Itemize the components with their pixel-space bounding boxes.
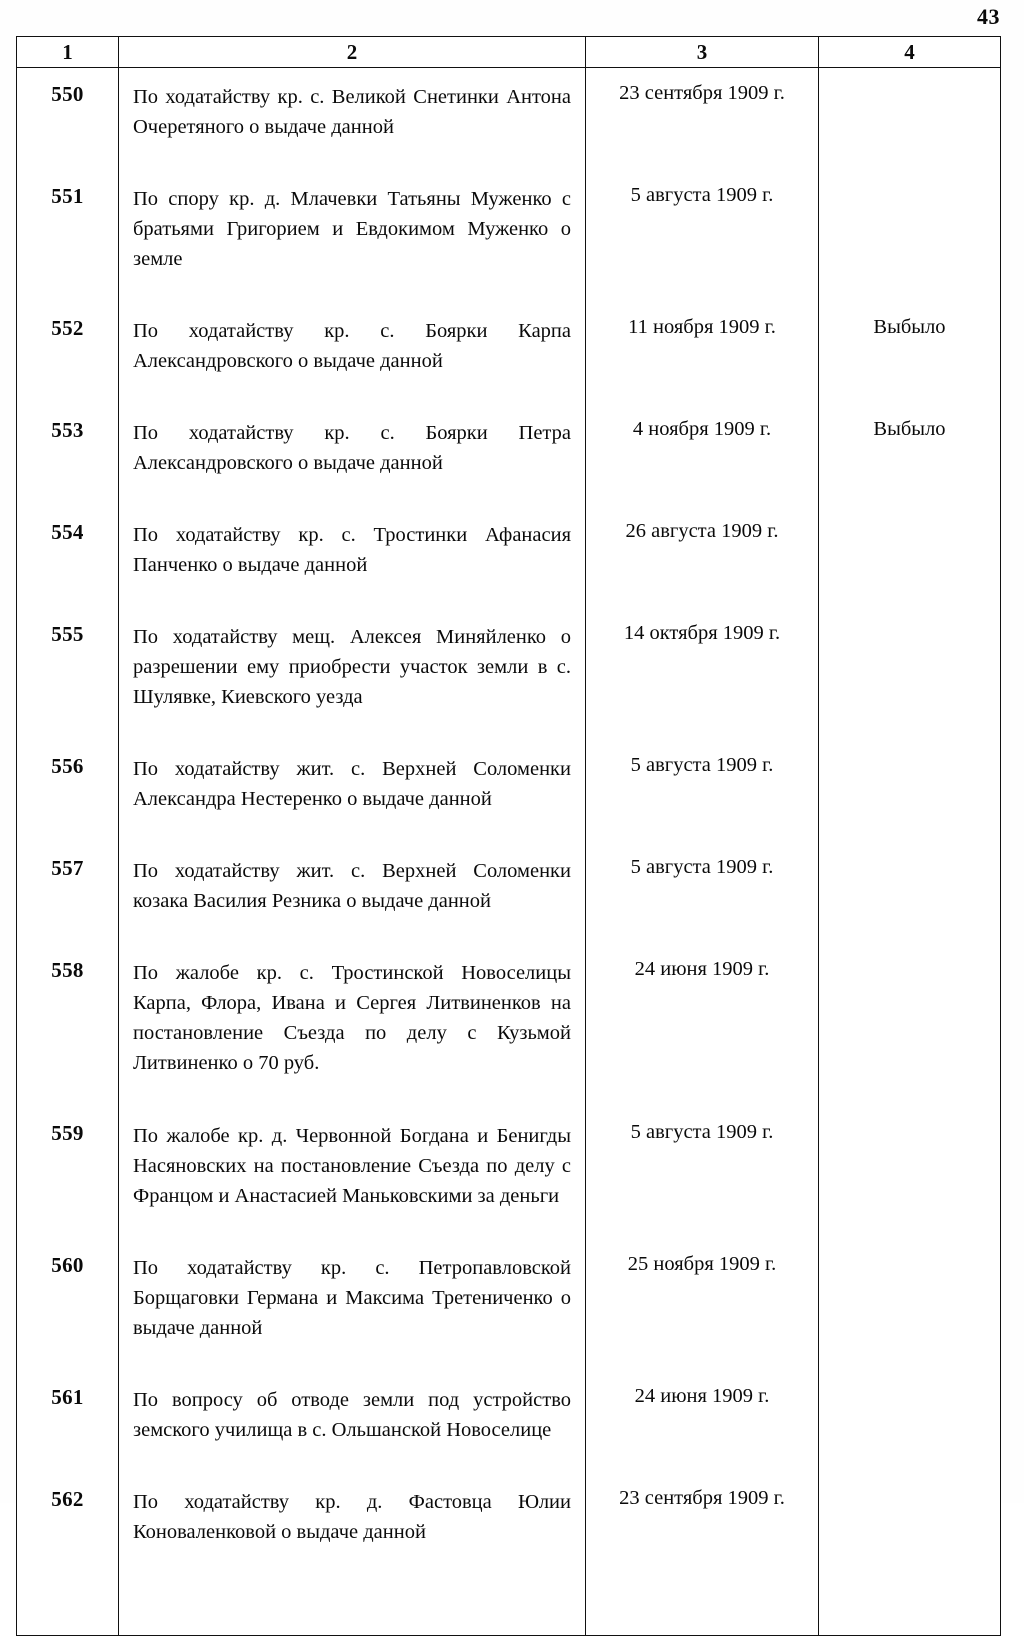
entry-note [819,1239,1000,1371]
entry-description: По ходатайству кр. с. Великой Снетинки Антона Очеретяного о выдаче данной [133,86,571,139]
entry-date: 11 ноября 1909 г. [628,316,776,338]
entry-note [819,1371,1000,1473]
entry-description: По ходатайству жит. с. Верхней Соломенки Александра Нестеренко о выдаче данной [133,758,571,811]
entry-number: 558 [51,958,84,982]
entry-note [819,944,1000,1107]
entry-number: 559 [51,1121,84,1145]
entry-description: По ходатайству кр. с. Петропавловской Борщаговки Германа и Максима Третениченко о выдаче данной [133,1257,571,1340]
page-number: 43 [977,4,1000,29]
entry-date: 5 августа 1909 г. [630,1121,774,1143]
table-tail-space [586,1575,818,1635]
entry-date: 5 августа 1909 г. [630,856,774,878]
entry-note-column [819,68,1001,1636]
entry-note: Выбыло [873,316,946,338]
entry-number: 561 [51,1385,84,1409]
entry-date: 5 августа 1909 г. [630,754,774,776]
entry-description: По жалобе кр. д. Червонной Богдана и Бенигды Насяновских на постановление Съезда по делу с Францом и Анастасией Маньковскими за деньги [133,1125,571,1208]
entry-description: По жалобе кр. с. Тростинской Новоселицы Карпа, Флора, Ивана и Сергея Литвиненков на постановление Съезда по делу с Кузьмой Литвиненко о 70 руб. [133,962,571,1075]
entry-date: 25 ноября 1909 г. [627,1253,777,1275]
entry-note [819,608,1000,740]
entry-note [819,740,1000,842]
table-tail-space [819,1575,1000,1635]
entry-date: 4 ноября 1909 г. [632,418,772,440]
entry-number: 556 [51,754,84,778]
entry-description: По спору кр. д. Млачевки Татьяны Муженко с братьями Григорием и Евдокимом Муженко о земле [133,188,571,271]
table-header [17,37,1001,68]
register-table [16,36,1001,1636]
column-header-4: 4 [819,37,1001,68]
entry-date: 23 сентября 1909 г. [619,1487,785,1509]
entry-number: 562 [51,1487,84,1511]
entry-description: По ходатайству жит. с. Верхней Соломенки козака Василия Резника о выдаче данной [133,860,571,913]
entry-note [819,506,1000,608]
entry-description: По ходатайству мещ. Алексея Миняйленко о разрешении ему приобрести участок земли в с. Шулявке, Киевского уезда [133,626,571,709]
entry-date: 24 июня 1909 г. [634,958,770,980]
entry-description: По ходатайству кр. д. Фастовца Юлии Коноваленковой о выдаче данной [133,1491,571,1544]
table-body-row [17,68,1001,1636]
entry-note [819,170,1000,302]
entry-description: По ходатайству кр. с. Боярки Карпа Александровского о выдаче данной [133,320,571,373]
entry-number-column [17,68,119,1636]
entry-date-column [586,68,819,1636]
entry-number: 552 [51,316,84,340]
entry-number: 557 [51,856,84,880]
entry-note [819,1473,1000,1575]
column-header-1: 1 [17,37,119,68]
entry-number: 554 [51,520,84,544]
entry-description-column [119,68,586,1636]
entry-date: 24 июня 1909 г. [634,1385,770,1407]
entry-date: 14 октября 1909 г. [623,622,781,644]
entry-note: Выбыло [873,418,946,440]
entry-number: 550 [51,82,84,106]
entry-description: По ходатайству кр. с. Тростинки Афанасия Панченко о выдаче данной [133,524,571,577]
entry-description: По вопросу об отводе земли под устройство земского училища в с. Ольшанской Новоселице [133,1389,571,1442]
entry-date: 26 августа 1909 г. [625,520,779,542]
entry-number: 553 [51,418,84,442]
table-tail-space [119,1575,585,1635]
column-header-3: 3 [586,37,819,68]
entry-note [819,1107,1000,1239]
entry-date: 5 августа 1909 г. [630,184,774,206]
entry-number: 551 [51,184,84,208]
entry-number: 560 [51,1253,84,1277]
column-number-row [17,37,1001,68]
entry-number: 555 [51,622,84,646]
table-tail-space [17,1575,118,1635]
entry-note [819,842,1000,944]
entry-description: По ходатайству кр. с. Боярки Петра Александровского о выдаче данной [133,422,571,475]
table-body [17,68,1001,1636]
column-header-2: 2 [119,37,586,68]
entry-note [819,68,1000,170]
entry-date: 23 сентября 1909 г. [619,82,785,104]
